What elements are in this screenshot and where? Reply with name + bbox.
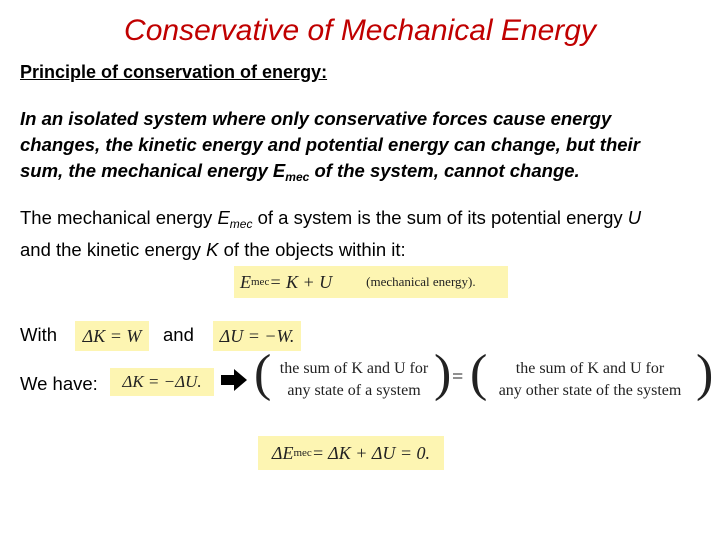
left-paren: ( xyxy=(254,345,272,402)
principle-text: of the system, cannot change. xyxy=(309,160,580,181)
definition-line xyxy=(20,237,710,263)
principle-statement xyxy=(20,106,710,190)
variable: K xyxy=(206,239,219,260)
definition-text: The mechanical energy xyxy=(20,207,218,228)
left-paren: ( xyxy=(470,345,488,402)
equals-sign: = xyxy=(452,366,464,388)
right-paren: ) xyxy=(696,345,714,402)
principle-heading: Principle of conservation of energy: xyxy=(20,62,328,82)
sum-text: the sum of K and U for xyxy=(515,360,665,377)
principle-line xyxy=(20,158,710,190)
right-arrow-icon xyxy=(221,369,247,391)
subscript: mec xyxy=(229,217,253,231)
mechanical-energy-equation xyxy=(234,266,508,298)
equation-text: ΔK = W xyxy=(82,325,142,346)
definition-paragraph xyxy=(20,205,710,263)
right-paren: ) xyxy=(434,345,452,402)
sum-text: any other state of the system xyxy=(498,382,682,399)
and-label: and xyxy=(163,324,194,345)
principle-line: changes, the kinetic energy and potential energy can change, but their xyxy=(20,134,640,155)
definition-text: of a system is the sum of its potential energy xyxy=(252,207,628,228)
equation-text: ΔK = −ΔU. xyxy=(122,372,202,391)
sum-right-box xyxy=(480,358,700,402)
we-have-label: We have: xyxy=(20,373,98,394)
sum-text: any state of a system xyxy=(287,382,421,399)
equation-rhs: = K + U xyxy=(269,271,333,292)
sum-left-box xyxy=(268,358,440,402)
conservation-equation xyxy=(258,436,444,470)
equation-lhs: ΔE xyxy=(271,442,294,463)
principle-text: sum, the mechanical energy E xyxy=(20,160,286,181)
kinetic-work-equation xyxy=(75,321,149,351)
definition-text: of the objects within it: xyxy=(218,239,406,260)
equation-lhs: E xyxy=(240,271,251,292)
sum-equality-equation xyxy=(254,345,714,408)
definition-text: and the kinetic energy xyxy=(20,239,207,260)
equation-text: ΔU = −W. xyxy=(219,325,295,346)
subscript: mec xyxy=(293,447,312,459)
with-label: With xyxy=(20,324,57,345)
variable: U xyxy=(627,207,642,228)
equation-rhs: = ΔK + ΔU = 0. xyxy=(311,442,431,463)
page-title: Conservative of Mechanical Energy xyxy=(124,14,596,47)
variable: E xyxy=(217,207,230,228)
delta-k-u-equation xyxy=(110,368,214,396)
sum-text: the sum of K and U for xyxy=(279,360,429,377)
subscript: mec xyxy=(251,276,270,288)
equation-note: (mechanical energy). xyxy=(366,274,476,289)
definition-line xyxy=(20,205,710,237)
subscript: mec xyxy=(285,170,310,184)
principle-line: In an isolated system where only conservative forces cause energy xyxy=(20,108,612,129)
